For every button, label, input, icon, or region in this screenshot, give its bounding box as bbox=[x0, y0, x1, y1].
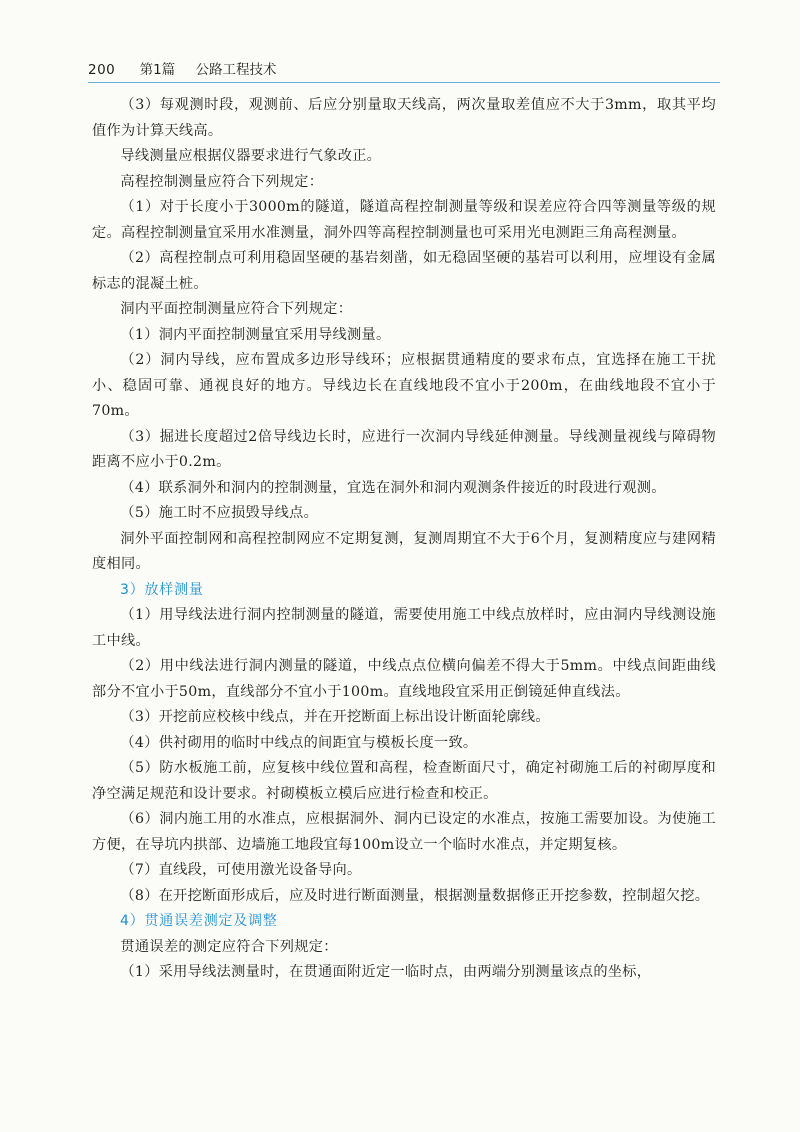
paragraph: 贯通误差的测定应符合下列规定： bbox=[120, 938, 338, 955]
header-rule bbox=[88, 82, 720, 83]
paragraph: （5）防水板施工前，应复核中线位置和高程，检查断面尺寸，确定衬砌施工后的衬砌厚度和净空满足规范和设计要求。衬砌模板立模后应进行检查和校正。 bbox=[92, 760, 716, 802]
paragraph: 洞内平面控制测量应符合下列规定： bbox=[120, 301, 353, 317]
page-header bbox=[88, 58, 718, 82]
part-title: 公路工程技术 bbox=[195, 62, 277, 78]
paragraph: （1）洞内平面控制测量宜采用导线测量。 bbox=[120, 326, 391, 343]
body-text bbox=[92, 93, 716, 986]
paragraph: （7）直线段，可使用激光设备导向。 bbox=[120, 862, 362, 878]
paragraph: （3）每观测时段，观测前、后应分别量取天线高，两次量取差值应不大于3mm，取其平均值作为计算天线高。 bbox=[92, 97, 716, 139]
section-heading: 4）贯通误差测定及调整 bbox=[120, 913, 278, 929]
paragraph: （1）对于长度小于3000m的隧道，隧道高程控制测量等级和误差应符合四等测量等级的规定。高程控制测量宜采用水准测量，洞外四等高程控制测量也可采用光电测距三角高程测量。 bbox=[92, 199, 716, 241]
paragraph: （4）联系洞外和洞内的控制测量，宜选在洞外和洞内观测条件接近的时段进行观测。 bbox=[120, 479, 666, 496]
paragraph: 洞外平面控制网和高程控制网应不定期复测，复测周期宜不大于6个月，复测精度应与建网精度相同。 bbox=[92, 530, 716, 572]
paragraph: （2）高程控制点可利用稳固坚硬的基岩刻凿，如无稳固坚硬的基岩可以利用，应埋设有金属标志的混凝土桩。 bbox=[92, 250, 716, 292]
paragraph: （3）开挖前应校核中线点，并在开挖断面上标出设计断面轮廓线。 bbox=[120, 709, 550, 725]
part-label: 第1篇 bbox=[139, 62, 176, 78]
paragraph: （5）施工时不应损毁导线点。 bbox=[120, 505, 319, 521]
section-heading: 3）放样测量 bbox=[120, 581, 204, 598]
paragraph: （8）在开挖断面形成后，应及时进行断面测量，根据测量数据修正开挖参数，控制超欠挖。 bbox=[120, 887, 710, 904]
paragraph: （6）洞内施工用的水准点，应根据洞外、洞内已设定的水准点，按施工需要加设。为使施工方便，在导坑内拱部、边墙施工地段宜每100m设立一个临时水准点，并定期复核。 bbox=[92, 811, 716, 853]
paragraph: 高程控制测量应符合下列规定： bbox=[120, 173, 324, 190]
paragraph: （2）洞内导线，应布置成多边形导线环；应根据贯通精度的要求布点，宜选择在施工干扰小、稳固可靠、通视良好的地方。导线边长在直线地段不宜小于200m，在曲线地段不宜小于70m。 bbox=[92, 352, 716, 419]
paragraph: （1）采用导线法测量时，在贯通面附近定一临时点，由两端分别测量该点的坐标， bbox=[120, 964, 652, 980]
paragraph: （2）用中线法进行洞内测量的隧道，中线点点位横向偏差不得大于5mm。中线点间距曲线部分不宜小于50m，直线部分不宜小于100m。直线地段宜采用正倒镜延伸直线法。 bbox=[92, 658, 716, 700]
paragraph: （3）掘进长度超过2倍导线边长时，应进行一次洞内导线延伸测量。导线测量视线与障碍物距离不应小于0.2m。 bbox=[92, 428, 716, 470]
paragraph: 导线测量应根据仪器要求进行气象改正。 bbox=[120, 148, 382, 164]
paragraph: （4）供衬砌用的临时中线点的间距宜与模板长度一致。 bbox=[120, 734, 478, 751]
paragraph: （1）用导线法进行洞内控制测量的隧道，需要使用施工中线点放样时，应由洞内导线测设施工中线。 bbox=[92, 607, 716, 649]
page-number: 200 bbox=[88, 62, 116, 78]
